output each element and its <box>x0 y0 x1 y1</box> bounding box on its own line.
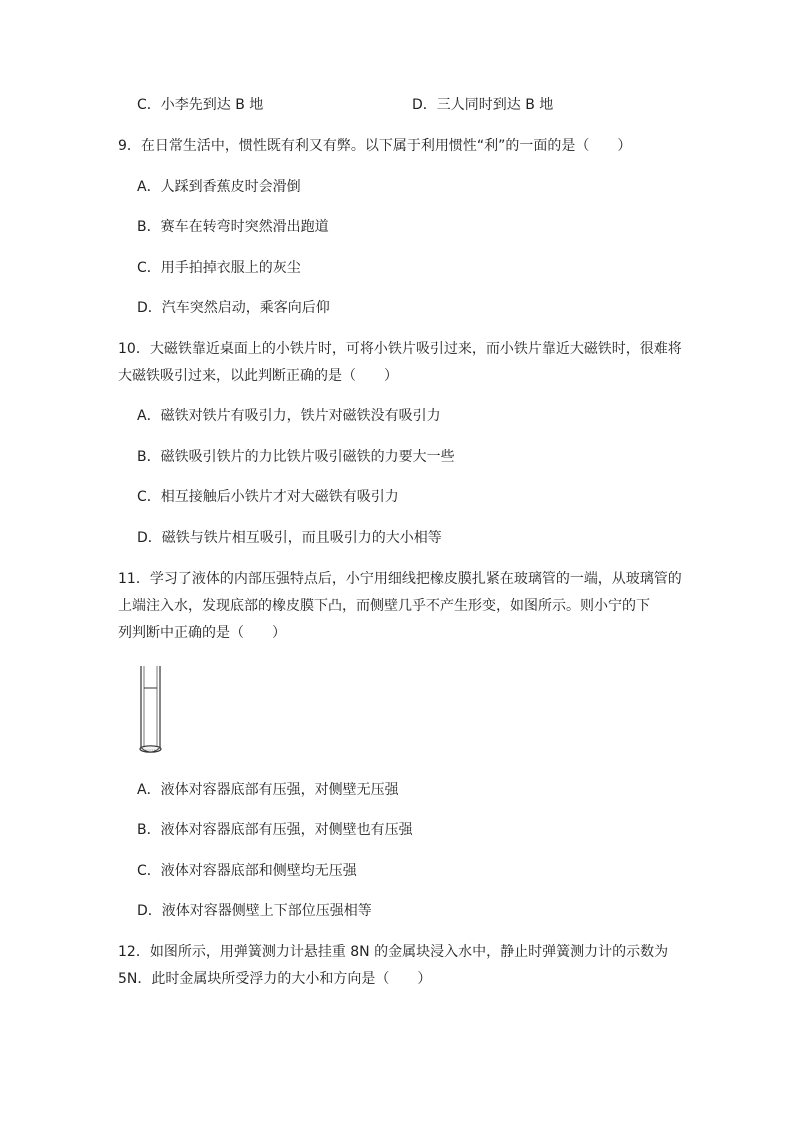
q10-option-c: C．相互接触后小铁片才对大磁铁有吸引力 <box>137 489 399 505</box>
q11-option-d: D．液体对容器侧壁上下部位压强相等 <box>137 903 372 919</box>
q10-stem-line-2: 大磁铁吸引过来，以此判断正确的是（ ） <box>118 368 398 384</box>
q11-option-c: C．液体对容器底部和侧壁均无压强 <box>137 863 357 879</box>
q9-option-d: D．汽车突然启动，乘客向后仰 <box>137 300 330 316</box>
q11-option-a: A．液体对容器底部有压强，对侧壁无压强 <box>137 782 399 798</box>
q11-stem-line-1: 11．学习了液体的内部压强特点后，小宁用细线把橡皮膜扎紧在玻璃管的一端，从玻璃管的 <box>118 571 682 587</box>
q11-option-b: B．液体对容器底部有压强，对侧壁也有压强 <box>137 822 413 838</box>
q10-option-b: B．磁铁吸引铁片的力比铁片吸引磁铁的力要大一些 <box>137 449 455 465</box>
q12-stem-line-1: 12．如图所示，用弹簧测力计悬挂重 8N 的金属块浸入水中，静止时弹簧测力计的示数为 <box>118 944 669 960</box>
q11-stem-line-2: 上端注入水，发现底部的橡皮膜下凸，而侧壁几乎不产生形变，如图所示。则小宁的下 <box>118 598 650 614</box>
q10-option-a: A．磁铁对铁片有吸引力，铁片对磁铁没有吸引力 <box>137 408 441 424</box>
q9-option-b: B．赛车在转弯时突然滑出跑道 <box>137 219 329 235</box>
q8-option-d: D．三人同时到达 B 地 <box>412 97 554 113</box>
q9-option-a: A．人踩到香蕉皮时会滑倒 <box>137 179 301 195</box>
q11-stem-line-3: 列判断中正确的是（ ） <box>118 625 286 641</box>
q12-stem-line-2: 5N．此时金属块所受浮力的大小和方向是（ ） <box>118 971 432 987</box>
q9-option-c: C．用手拍掉衣服上的灰尘 <box>137 260 301 276</box>
q9-stem: 9．在日常生活中，惯性既有利又有弊。以下属于利用惯性“利”的一面的是（ ） <box>118 138 632 154</box>
q10-option-d: D．磁铁与铁片相互吸引，而且吸引力的大小相等 <box>137 530 442 546</box>
q8-option-c: C．小李先到达 B 地 <box>137 97 264 113</box>
q10-stem-line-1: 10．大磁铁靠近桌面上的小铁片时，可将小铁片吸引过来，而小铁片靠近大磁铁时，很难将 <box>118 341 682 357</box>
glass-tube-figure <box>133 664 173 756</box>
